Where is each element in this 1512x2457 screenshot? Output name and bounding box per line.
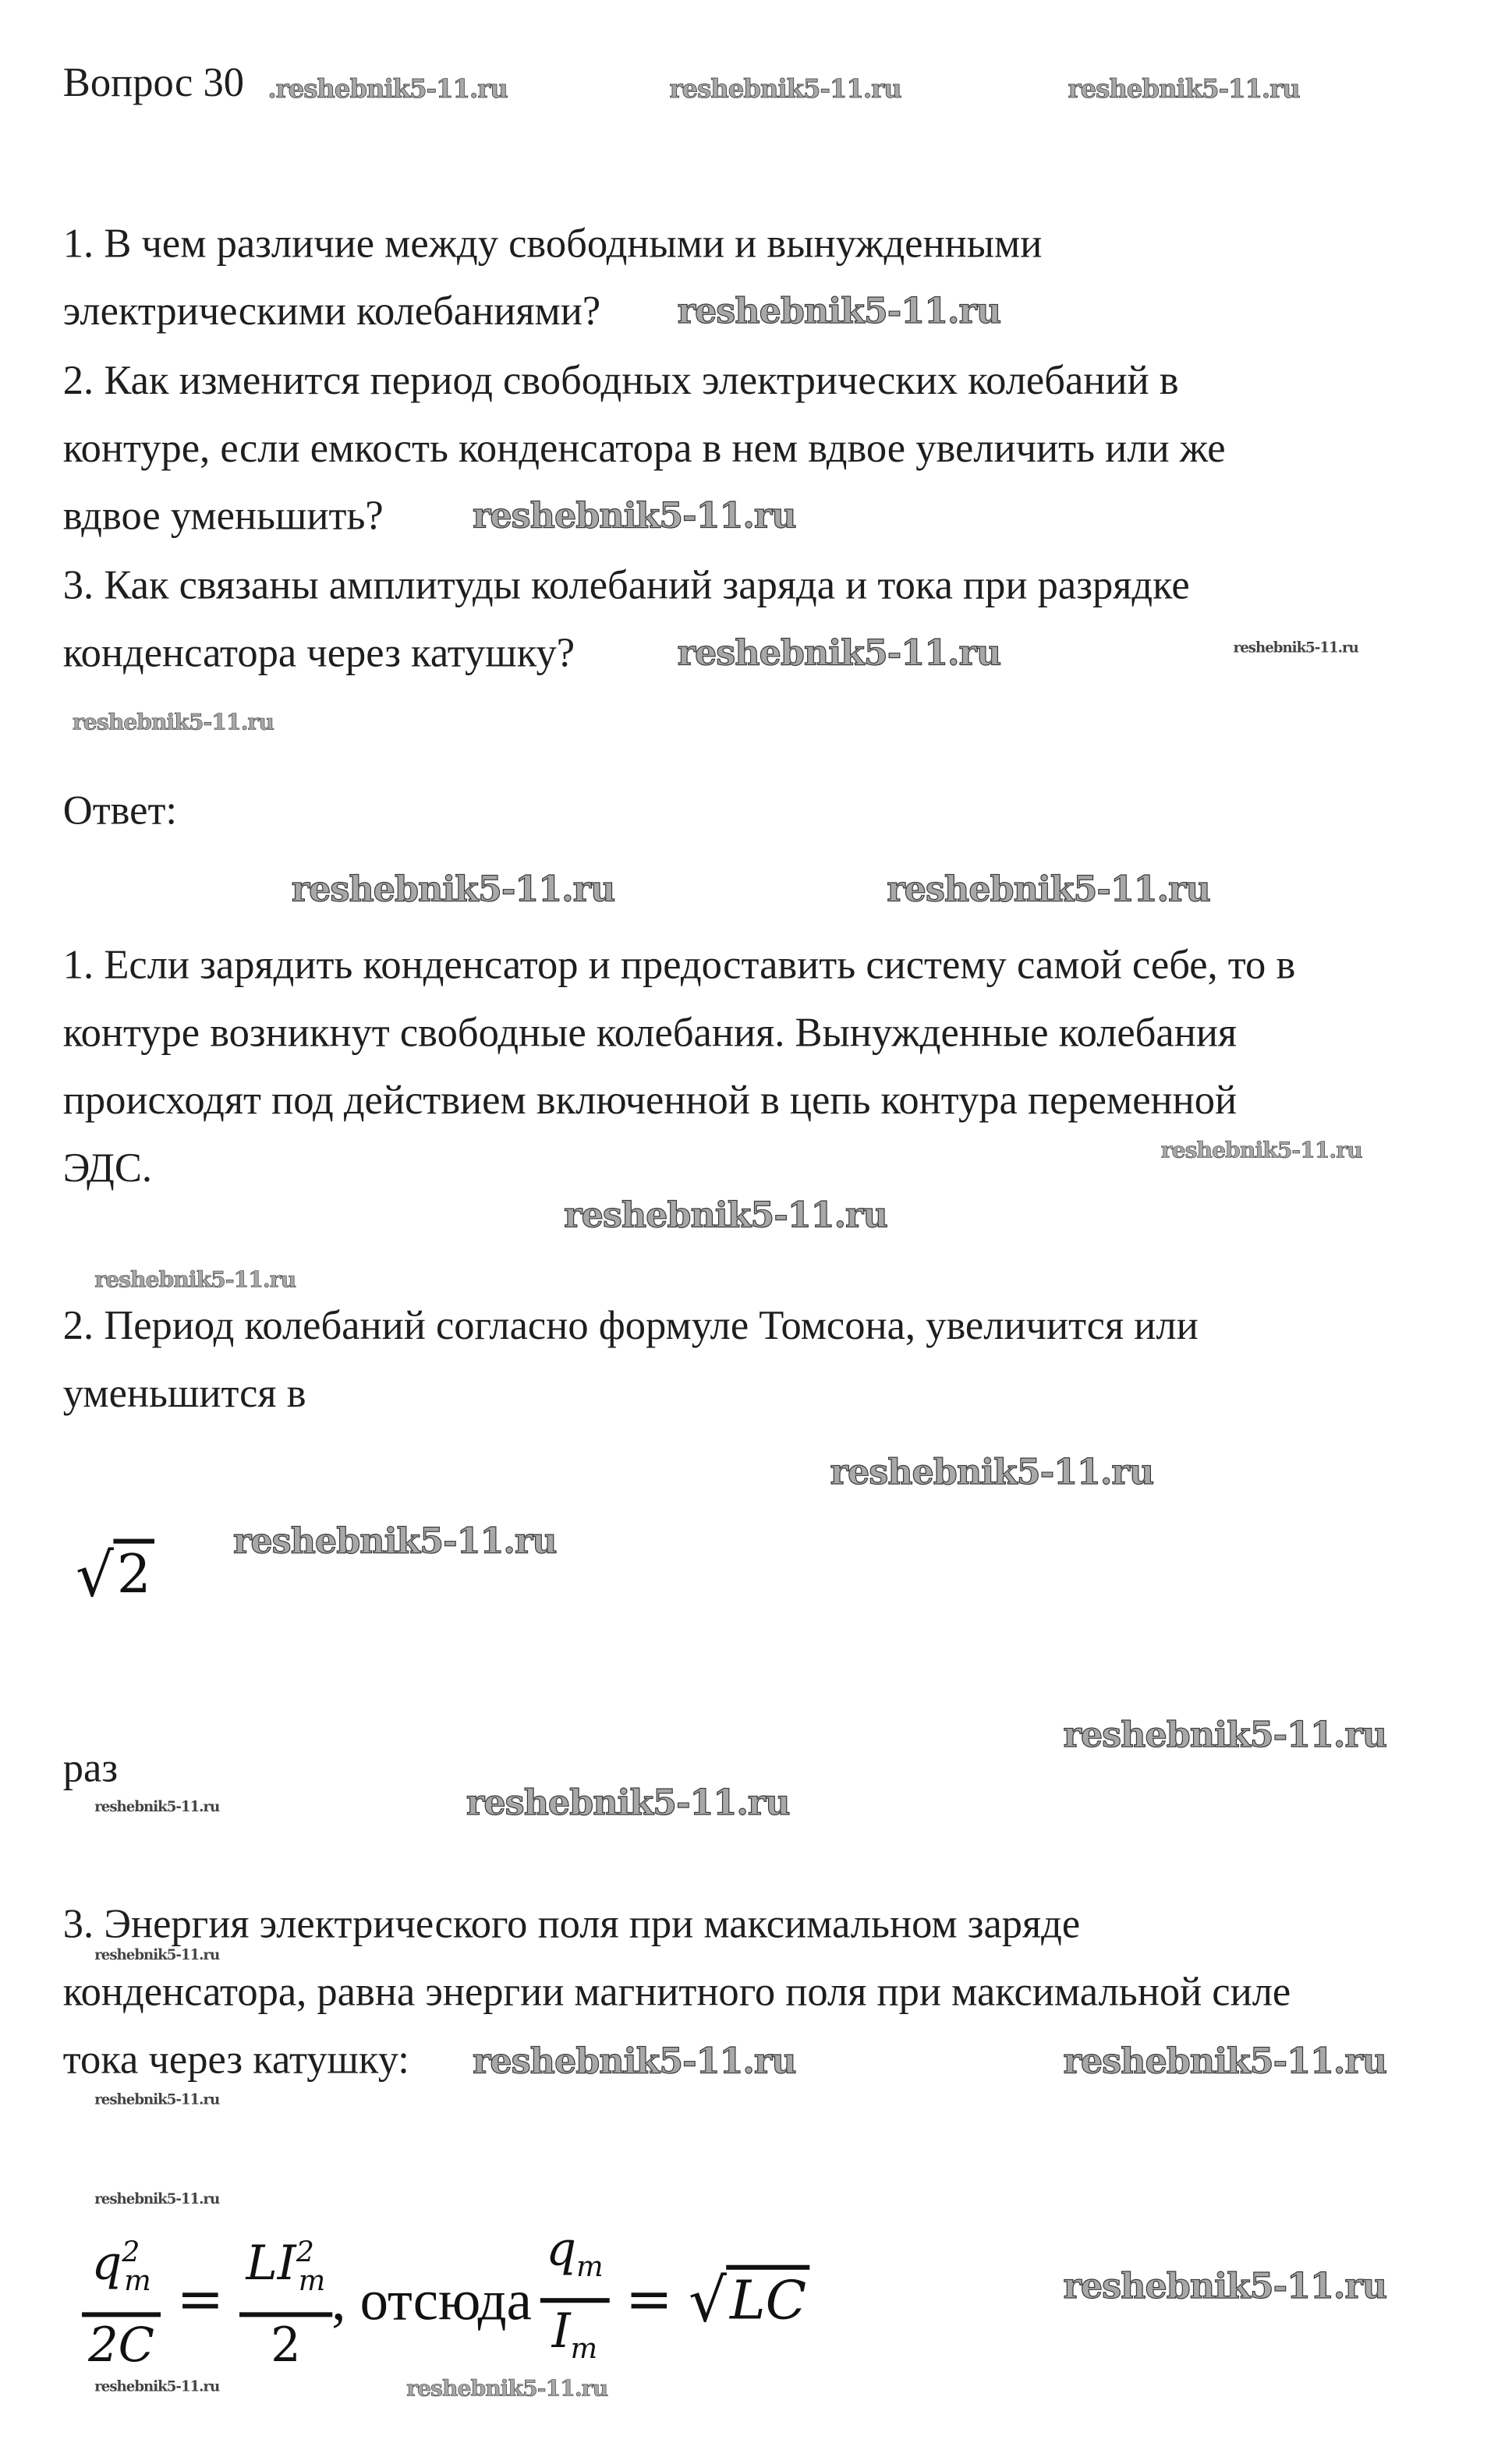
watermark: reshebnik5-11.ru <box>406 2377 608 2402</box>
watermark: reshebnik5-11.ru <box>677 633 1001 674</box>
watermark: reshebnik5-11.ru <box>232 1521 557 1563</box>
energy-formula: $q^2_m$ 2C = $LI^2_m$ 2 , отсюда $q_m$ $I_m$ = √ LC <box>82 2221 809 2380</box>
question-2-line: 2. Как изменится период свободных электрических колебаний в <box>62 357 1179 404</box>
watermark: reshebnik5-11.ru <box>291 869 615 911</box>
radical-sign: √ <box>75 1540 114 1610</box>
watermark: reshebnik5-11.ru <box>466 1783 790 1825</box>
answer-2-line: 2. Период колебаний согласно формуле Томсона, увеличится или <box>62 1302 1199 1349</box>
watermark: reshebnik5-11.ru <box>1063 1715 1387 1757</box>
sqrt-two-formula <box>76 1541 154 1610</box>
watermark: reshebnik5-11.ru <box>94 1268 296 1294</box>
watermark: reshebnik5-11.ru <box>473 496 796 537</box>
fraction-q2-over-2c: $q^2_m$ 2C <box>82 2224 161 2377</box>
answer-1-line: ЭДС. <box>62 1145 153 1191</box>
answer-3-line: тока через катушку: <box>62 2036 409 2083</box>
fraction-li2-over-2: $LI^2_m$ 2 <box>239 2224 331 2377</box>
question-3-line: 3. Как связаны амплитуды колебаний заряда и тока при разрядке <box>62 562 1190 608</box>
question-1-line: 1. В чем различие между свободными и вынужденными <box>62 220 1043 267</box>
answer-1-line: контуре возникнут свободные колебания. Вынужденные колебания <box>62 1009 1238 1056</box>
watermark: .reshebnik5-11.ru <box>267 73 508 104</box>
question-title: Вопрос 30 <box>62 59 245 106</box>
answer-2-line: уменьшится в <box>62 1370 306 1416</box>
watermark: reshebnik5-11.ru <box>1233 641 1358 657</box>
watermark: reshebnik5-11.ru <box>72 710 274 736</box>
answer-3-line: конденсатора, равна энергии магнитного поля при максимальной силе <box>62 1969 1291 2015</box>
radicand: 2 <box>114 1539 154 1607</box>
answer-3-line: 3. Энергия электрического поля при максимальном заряде <box>62 1901 1081 1947</box>
watermark: reshebnik5-11.ru <box>473 2041 796 2083</box>
watermark: reshebnik5-11.ru <box>94 1800 220 1817</box>
watermark: reshebnik5-11.ru <box>1063 2041 1387 2083</box>
answer-1-line: 1. Если зарядить конденсатор и предоставить систему самой себе, то в <box>62 941 1296 988</box>
question-2-line: контуре, если емкость конденсатора в нем вдвое увеличить или же <box>62 425 1226 471</box>
watermark: reshebnik5-11.ru <box>677 291 1001 333</box>
question-2-line: вдвое уменьшить? <box>62 493 384 539</box>
watermark: reshebnik5-11.ru <box>94 1948 220 1964</box>
watermark: reshebnik5-11.ru <box>830 1452 1154 1493</box>
times-word: раз <box>62 1745 119 1791</box>
fraction-qm-over-im: $q_m$ $I_m$ <box>540 2221 609 2380</box>
watermark: reshebnik5-11.ru <box>564 1195 887 1237</box>
answer-1-line: происходят под действием включенной в цепь контура переменной <box>62 1077 1238 1124</box>
watermark: reshebnik5-11.ru <box>94 2192 220 2209</box>
watermark: reshebnik5-11.ru <box>94 2093 220 2109</box>
watermark: reshebnik5-11.ru <box>1160 1138 1362 1164</box>
question-3-line: конденсатора через катушку? <box>62 630 575 676</box>
watermark: reshebnik5-11.ru <box>94 2380 220 2396</box>
watermark: reshebnik5-11.ru <box>1063 2266 1387 2308</box>
answer-label: Ответ: <box>62 788 178 834</box>
watermark: reshebnik5-11.ru <box>1068 73 1300 104</box>
watermark: reshebnik5-11.ru <box>887 869 1210 911</box>
question-1-line: электрическими колебаниями? <box>62 288 601 335</box>
watermark: reshebnik5-11.ru <box>669 73 901 104</box>
